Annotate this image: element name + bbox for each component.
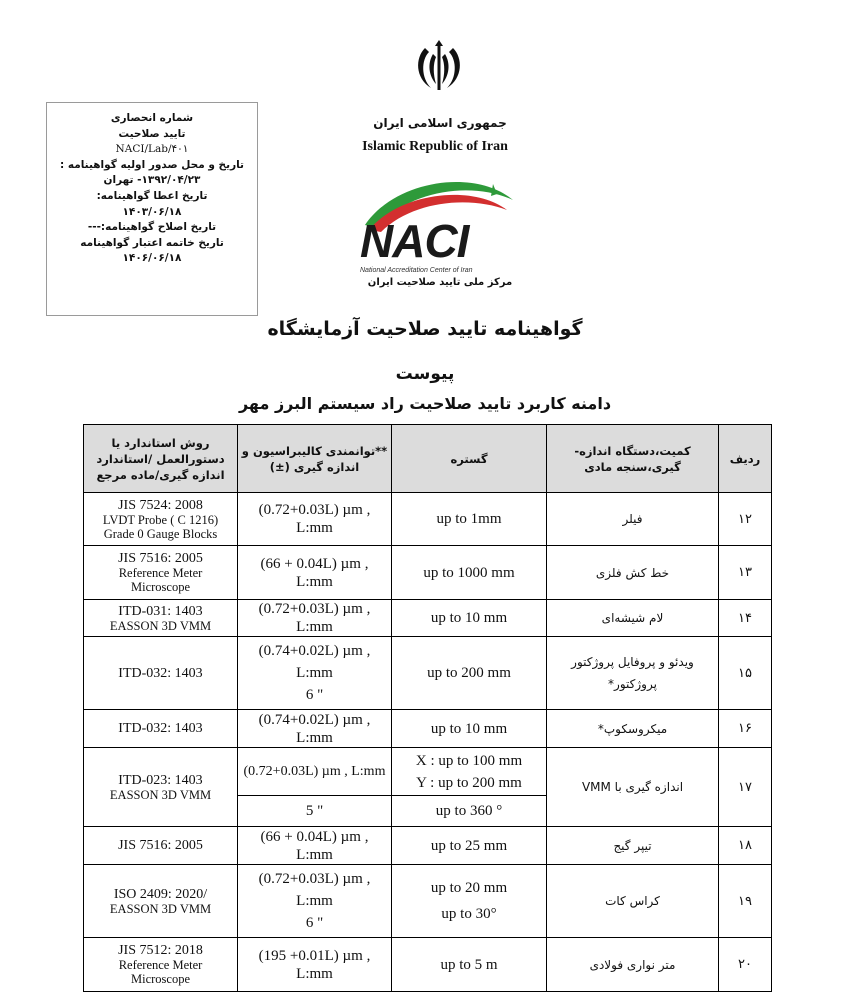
method-cell xyxy=(84,600,238,637)
info-line: ۱۴۰۶/۰۶/۱۸ xyxy=(122,252,182,265)
table-row xyxy=(84,748,772,796)
range-cell: up to 1mm xyxy=(392,493,547,546)
naci-subtitle-en: National Accreditation Center of Iran xyxy=(360,267,473,274)
method-sub: Microscope xyxy=(130,580,190,594)
range-cell xyxy=(392,865,547,938)
header-capability: **توانمندی کالیبراسیون و اندازه گیری (±) xyxy=(238,425,392,493)
method-cell xyxy=(84,865,238,938)
quantity-cell: میکروسکوپ* xyxy=(547,710,719,748)
capability-cell xyxy=(238,865,392,938)
method-cell xyxy=(84,546,238,600)
naci-logo-text: NACI xyxy=(360,215,469,267)
row-number-cell: ۱۵ xyxy=(719,637,772,710)
range-y: Y : up to 200 mm xyxy=(416,774,522,791)
iran-title-fa: جمهوری اسلامی ایران xyxy=(373,116,507,130)
range-cell xyxy=(392,748,547,796)
iran-title-en: Islamic Republic of Iran xyxy=(362,139,508,154)
capability-cell: (0.72+0.03L) µm , L:mm xyxy=(238,600,392,637)
range-cell: up to 200 mm xyxy=(392,637,547,710)
capability-angle: 6 " xyxy=(305,915,324,931)
table-row xyxy=(84,637,772,710)
method-main: ISO 2409: 2020/ xyxy=(113,886,208,902)
row-number-cell: ۱۷ xyxy=(719,748,772,827)
method-sub: LVDT Probe ( C 1216) xyxy=(102,512,219,527)
scope-table xyxy=(83,424,772,992)
range-cell: up to 25 mm xyxy=(392,827,547,865)
info-line: تاریخ و محل صدور اولیه گواهینامه : xyxy=(60,158,244,171)
method-sub: EASSON 3D VMM xyxy=(109,901,212,916)
info-line: تاریخ خاتمه اعتبار گواهینامه xyxy=(80,236,224,249)
capability-angle: 6 " xyxy=(305,687,324,703)
info-line: NACI/Lab/۴۰۱ xyxy=(115,143,189,156)
naci-subtitle-fa: مرکز ملی تایید صلاحیت ایران xyxy=(367,277,513,288)
table-row xyxy=(84,827,772,865)
method-cell xyxy=(84,938,238,992)
capability-value: (0.74+0.02L) µm , L:mm xyxy=(258,643,371,681)
row-number-cell: ۱۳ xyxy=(719,546,772,600)
quantity-cell: لام شیشه‌ای xyxy=(547,600,719,637)
info-line: شماره انحصاری xyxy=(110,112,194,124)
capability-cell: (195 +0.01L) µm , L:mm xyxy=(238,938,392,992)
quantity-cell: ویدئو و پروفایل پروژکتور پروژکتور* xyxy=(547,637,719,710)
table-row xyxy=(84,546,772,600)
method-sub: Grade 0 Gauge Blocks xyxy=(103,526,218,541)
quantity-cell: کراس کات xyxy=(547,865,719,938)
iran-emblem-icon xyxy=(411,38,467,94)
method-cell: ITD-032: 1403 xyxy=(84,637,238,710)
range-angle: up to 30° xyxy=(441,906,497,922)
header-range: گستره xyxy=(392,425,547,493)
info-line: تاریخ اعطا گواهینامه: xyxy=(96,189,208,202)
capability-cell: (0.72+0.03L) µm , L:mm xyxy=(238,748,392,796)
method-main: JIS 7516: 2005 xyxy=(118,551,203,566)
method-sub: EASSON 3D VMM xyxy=(109,787,212,802)
row-number-cell: ۲۰ xyxy=(719,938,772,992)
range-cell: up to 1000 mm xyxy=(392,546,547,600)
method-sub: Microscope xyxy=(130,972,190,986)
method-main: JIS 7512: 2018 xyxy=(118,943,203,958)
row-number-cell: ۱۸ xyxy=(719,827,772,865)
table-header-row xyxy=(84,425,772,493)
scope-title: دامنه کاربرد تایید صلاحیت راد سیستم البرز مهر xyxy=(238,394,612,413)
quantity-cell: فیلر xyxy=(547,493,719,546)
table-row xyxy=(84,938,772,992)
row-number-cell: ۱۹ xyxy=(719,865,772,938)
header-method: روش استاندارد یا دستورالعمل /استاندارد اندازه گیری/ماده مرجع xyxy=(84,425,238,493)
certificate-info-box xyxy=(46,102,258,316)
quantity-cell: تیپر گیج xyxy=(547,827,719,865)
row-number-cell: ۱۶ xyxy=(719,710,772,748)
method-sub: EASSON 3D VMM xyxy=(109,618,212,633)
range-cell: up to 5 m xyxy=(392,938,547,992)
document-title: گواهینامه تایید صلاحیت آزمایشگاه xyxy=(267,318,583,340)
header-quantity: کمیت،دستگاه اندازه-گیری،سنجه مادی xyxy=(547,425,719,493)
header-row-number: ردیف xyxy=(719,425,772,493)
range-cell: up to 10 mm xyxy=(392,710,547,748)
method-cell: JIS 7516: 2005 xyxy=(84,827,238,865)
method-cell xyxy=(84,748,238,827)
capability-value: (0.72+0.03L) µm , L:mm xyxy=(258,871,371,909)
method-main: ITD-031: 1403 xyxy=(118,603,203,619)
appendix-label: پیوست xyxy=(395,364,455,384)
quantity-cell: خط کش فلزی xyxy=(547,546,719,600)
table-row xyxy=(84,493,772,546)
range-angle-cell: up to 360 ° xyxy=(392,796,547,827)
range-x: X : up to 100 mm xyxy=(415,752,523,769)
method-cell xyxy=(84,493,238,546)
method-sub: Reference Meter xyxy=(118,566,203,580)
capability-cell: (66 + 0.04L) µm , L:mm xyxy=(238,546,392,600)
quantity-cell: متر نواری فولادی xyxy=(547,938,719,992)
capability-cell xyxy=(238,637,392,710)
info-line: ۱۴۰۳/۰۶/۱۸ xyxy=(122,205,182,218)
capability-cell: (0.72+0.03L) µm , L:mm xyxy=(238,493,392,546)
row-number-cell: ۱۲ xyxy=(719,493,772,546)
table-row xyxy=(84,600,772,637)
capability-angle-cell: 5 " xyxy=(238,796,392,827)
capability-cell: (66 + 0.04L) µm , L:mm xyxy=(238,827,392,865)
quantity-cell: اندازه گیری با VMM xyxy=(547,748,719,827)
info-line: ۱۳۹۲/۰۴/۲۳- تهران xyxy=(103,174,201,187)
info-line: تایید صلاحیت xyxy=(118,127,186,140)
capability-cell: (0.74+0.02L) µm , L:mm xyxy=(238,710,392,748)
table-row xyxy=(84,865,772,938)
row-number-cell: ۱۴ xyxy=(719,600,772,637)
method-main: ITD-023: 1403 xyxy=(118,772,203,788)
method-sub: Reference Meter xyxy=(118,958,203,972)
info-line: تاریخ اصلاح گواهینامه:--- xyxy=(87,221,217,234)
range-cell: up to 10 mm xyxy=(392,600,547,637)
range-length: up to 20 mm xyxy=(430,880,508,896)
method-cell: ITD-032: 1403 xyxy=(84,710,238,748)
method-main: JIS 7524: 2008 xyxy=(118,497,203,513)
table-row xyxy=(84,710,772,748)
